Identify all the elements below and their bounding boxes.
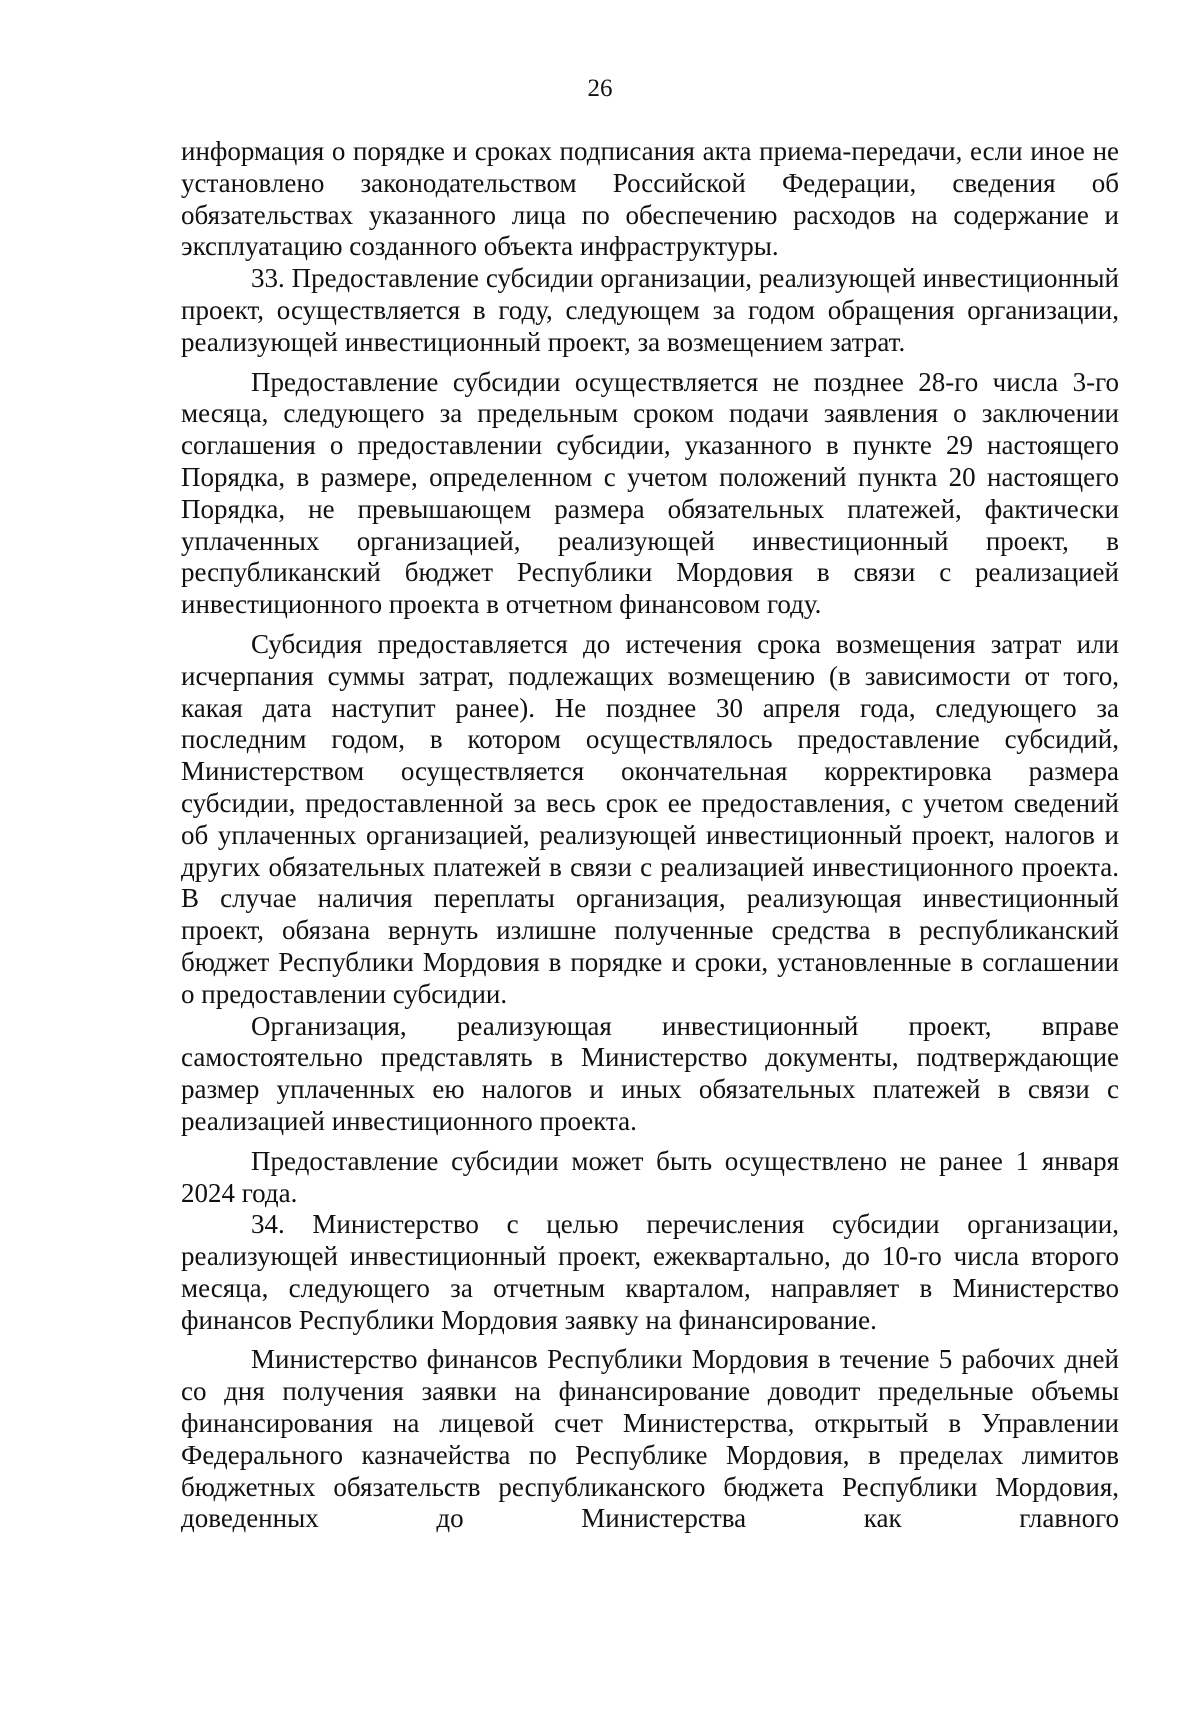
page-number: 26 [587, 75, 613, 102]
paragraph-subsidy-terms: Предоставление субсидии осуществляется не позднее 28-го числа 3-го месяца, следующего за предельным сроком подачи заявления о заключении соглашения о предоставлении субсидии, указанного в пункте 29 настоящего Порядка, в размере, определенном с учетом положений пункта 20 настоящего Порядка, не превышающем размера обязательных платежей, фактически уплаченных организацией, реализующей инвестиционный проект, в республиканский бюджет Республики Мордовия в связи с реализацией инвестиционного проекта в отчетном финансовом году. [181, 366, 1119, 620]
paragraph-ministry-finance: Министерство финансов Республики Мордовия в течение 5 рабочих дней со дня получения заявки на финансирование доводит предельные объемы финансирования на лицевой счет Министерства, открытый в Управлении Федерального казначейства по Республике Мордовия, в пределах лимитов бюджетных обязательств республиканского бюджета Республики Мордовия, доведенных до Министерства как главного [181, 1344, 1119, 1534]
paragraph-subsidy-period: Субсидия предоставляется до истечения срока возмещения затрат или исчерпания суммы затрат, подлежащих возмещению (в зависимости от того, какая дата наступит ранее). Не позднее 30 апреля года, следующего за последним годом, в котором осуществлялось предоставление субсидий, Министерством осуществляется окончательная корректировка размера субсидии, предоставленной за весь срок ее предоставления, с учетом сведений об уплаченных организацией, реализующей инвестиционный проект, налогов и других обязательных платежей в связи с реализацией инвестиционного проекта. В случае наличия переплаты организация, реализующая инвестиционный проект, обязана вернуть излишне полученные средства в республиканский бюджет Республики Мордовия в порядке и сроки, установленные в соглашении о предоставлении субсидии. [181, 628, 1119, 1009]
paragraph-organization-rights: Организация, реализующая инвестиционный проект, вправе самостоятельно представлять в Министерство документы, подтверждающие размер уплаченных ею налогов и иных обязательных платежей в связи с реализацией инвестиционного проекта. [181, 1010, 1119, 1136]
paragraph-item-34: 34. Министерство с целью перечисления субсидии организации, реализующей инвестиционный проект, ежеквартально, до 10-го числа второго месяца, следующего за отчетным кварталом, направляет в Министерство финансов Республики Мордовия заявку на финансирование. [181, 1209, 1119, 1335]
paragraph-start-date: Предоставление субсидии может быть осуществлено не ранее 1 января 2024 года. [181, 1145, 1119, 1208]
paragraph-item-33: 33. Предоставление субсидии организации, реализующей инвестиционный проект, осуществляется в году, следующем за годом обращения организации, реализующей инвестиционный проект, за возмещением затрат. [181, 263, 1119, 357]
paragraph-continuation: информация о порядке и сроках подписания акта приема-передачи, если иное не установлено законодательством Российской Федерации, сведения об обязательствах указанного лица по обеспечению расходов на содержание и эксплуатацию созданного объекта инфраструктуры. [181, 136, 1119, 262]
document-body [181, 136, 1119, 1535]
